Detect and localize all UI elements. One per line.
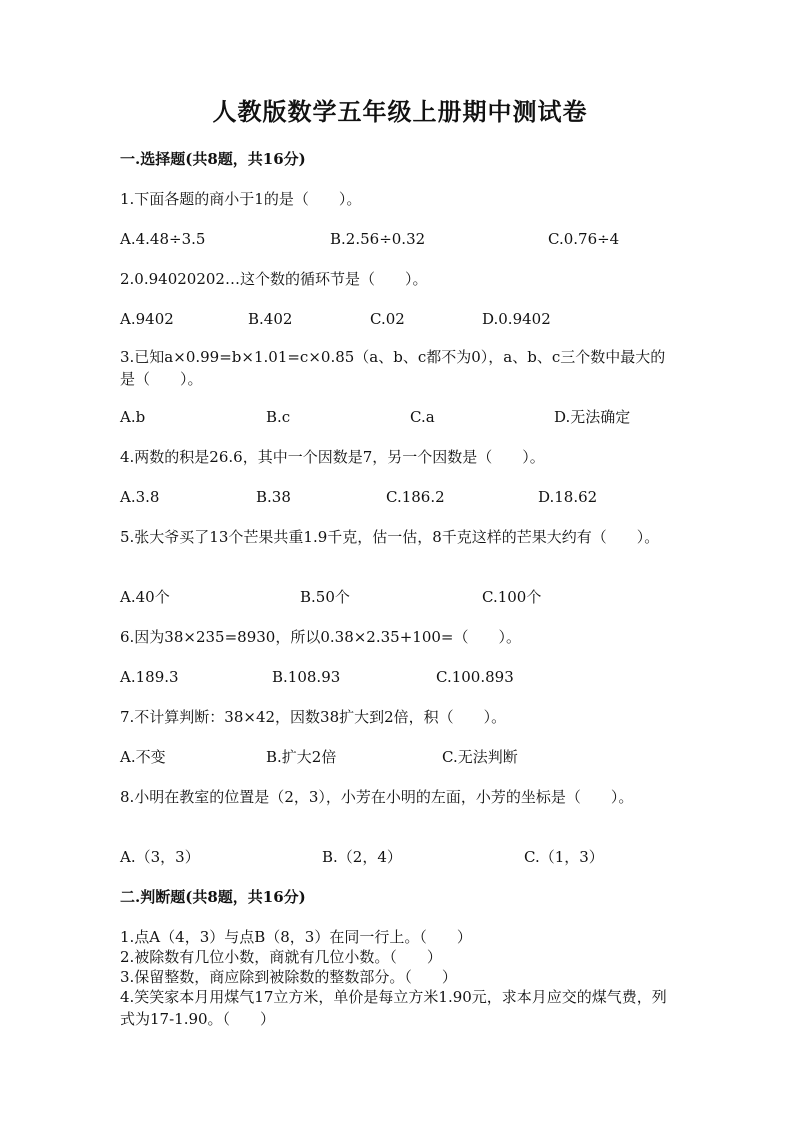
option-3d: D.无法确定 — [554, 408, 631, 426]
option-2a: A.9402 — [120, 310, 174, 328]
option-3a: A.b — [120, 408, 146, 426]
option-1a: A.4.48÷3.5 — [120, 230, 206, 248]
question-8: 8.小明在教室的位置是（2，3），小芳在小明的左面，小芳的坐标是（ ）。 — [120, 788, 634, 806]
option-2b: B.402 — [248, 310, 293, 328]
question-1: 1.下面各题的商小于1的是（ ）。 — [120, 190, 362, 208]
question-2: 2.0.94020202…这个数的循环节是（ ）。 — [120, 270, 428, 288]
option-7c: C.无法判断 — [442, 748, 518, 766]
option-6b: B.108.93 — [272, 668, 341, 686]
option-4a: A.3.8 — [120, 488, 160, 506]
option-5a: A.40个 — [120, 588, 170, 606]
option-3c: C.a — [410, 408, 435, 426]
option-8b: B.（2，4） — [322, 848, 402, 866]
option-7a: A.不变 — [120, 748, 166, 766]
section-heading-judge: 二.判断题(共8题，共16分) — [120, 888, 306, 906]
option-2d: D.0.9402 — [482, 310, 551, 328]
question-3: 3.已知a×0.99=b×1.01=c×0.85（a、b、c都不为0），a、b、c三个数中最大的是（ ）。 — [120, 348, 666, 388]
option-5b: B.50个 — [300, 588, 350, 606]
option-6a: A.189.3 — [120, 668, 179, 686]
option-4d: D.18.62 — [538, 488, 598, 506]
judge-item-1: 1.点A（4，3）与点B（8，3）在同一行上。（ ） — [120, 928, 472, 946]
option-8a: A.（3，3） — [120, 848, 200, 866]
option-3b: B.c — [266, 408, 291, 426]
question-7: 7.不计算判断：38×42，因数38扩大到2倍，积（ ）。 — [120, 708, 507, 726]
option-4b: B.38 — [256, 488, 291, 506]
option-2c: C.02 — [370, 310, 405, 328]
section-heading-choice: 一.选择题(共8题，共16分) — [120, 150, 306, 168]
judge-item-3: 3.保留整数，商应除到被除数的整数部分。（ ） — [120, 968, 457, 986]
option-7b: B.扩大2倍 — [266, 748, 337, 766]
option-1c: C.0.76÷4 — [548, 230, 620, 248]
question-5: 5.张大爷买了13个芒果共重1.9千克，估一估，8千克这样的芒果大约有（ ）。 — [120, 528, 660, 546]
question-4: 4.两数的积是26.6，其中一个因数是7，另一个因数是（ ）。 — [120, 448, 545, 466]
option-4c: C.186.2 — [386, 488, 445, 506]
option-5c: C.100个 — [482, 588, 542, 606]
judge-item-4: 4.笑笑家本月用煤气17立方米，单价是每立方米1.90元，求本月应交的煤气费，列式为17-1.90。（ ） — [120, 988, 667, 1028]
option-8c: C.（1，3） — [524, 848, 604, 866]
judge-item-2: 2.被除数有几位小数，商就有几位小数。（ ） — [120, 948, 442, 966]
option-6c: C.100.893 — [436, 668, 514, 686]
page-title: 人教版数学五年级上册期中测试卷 — [212, 97, 588, 126]
question-6: 6.因为38×235=8930，所以0.38×2.35+100=（ ）。 — [120, 628, 521, 646]
option-1b: B.2.56÷0.32 — [330, 230, 426, 248]
